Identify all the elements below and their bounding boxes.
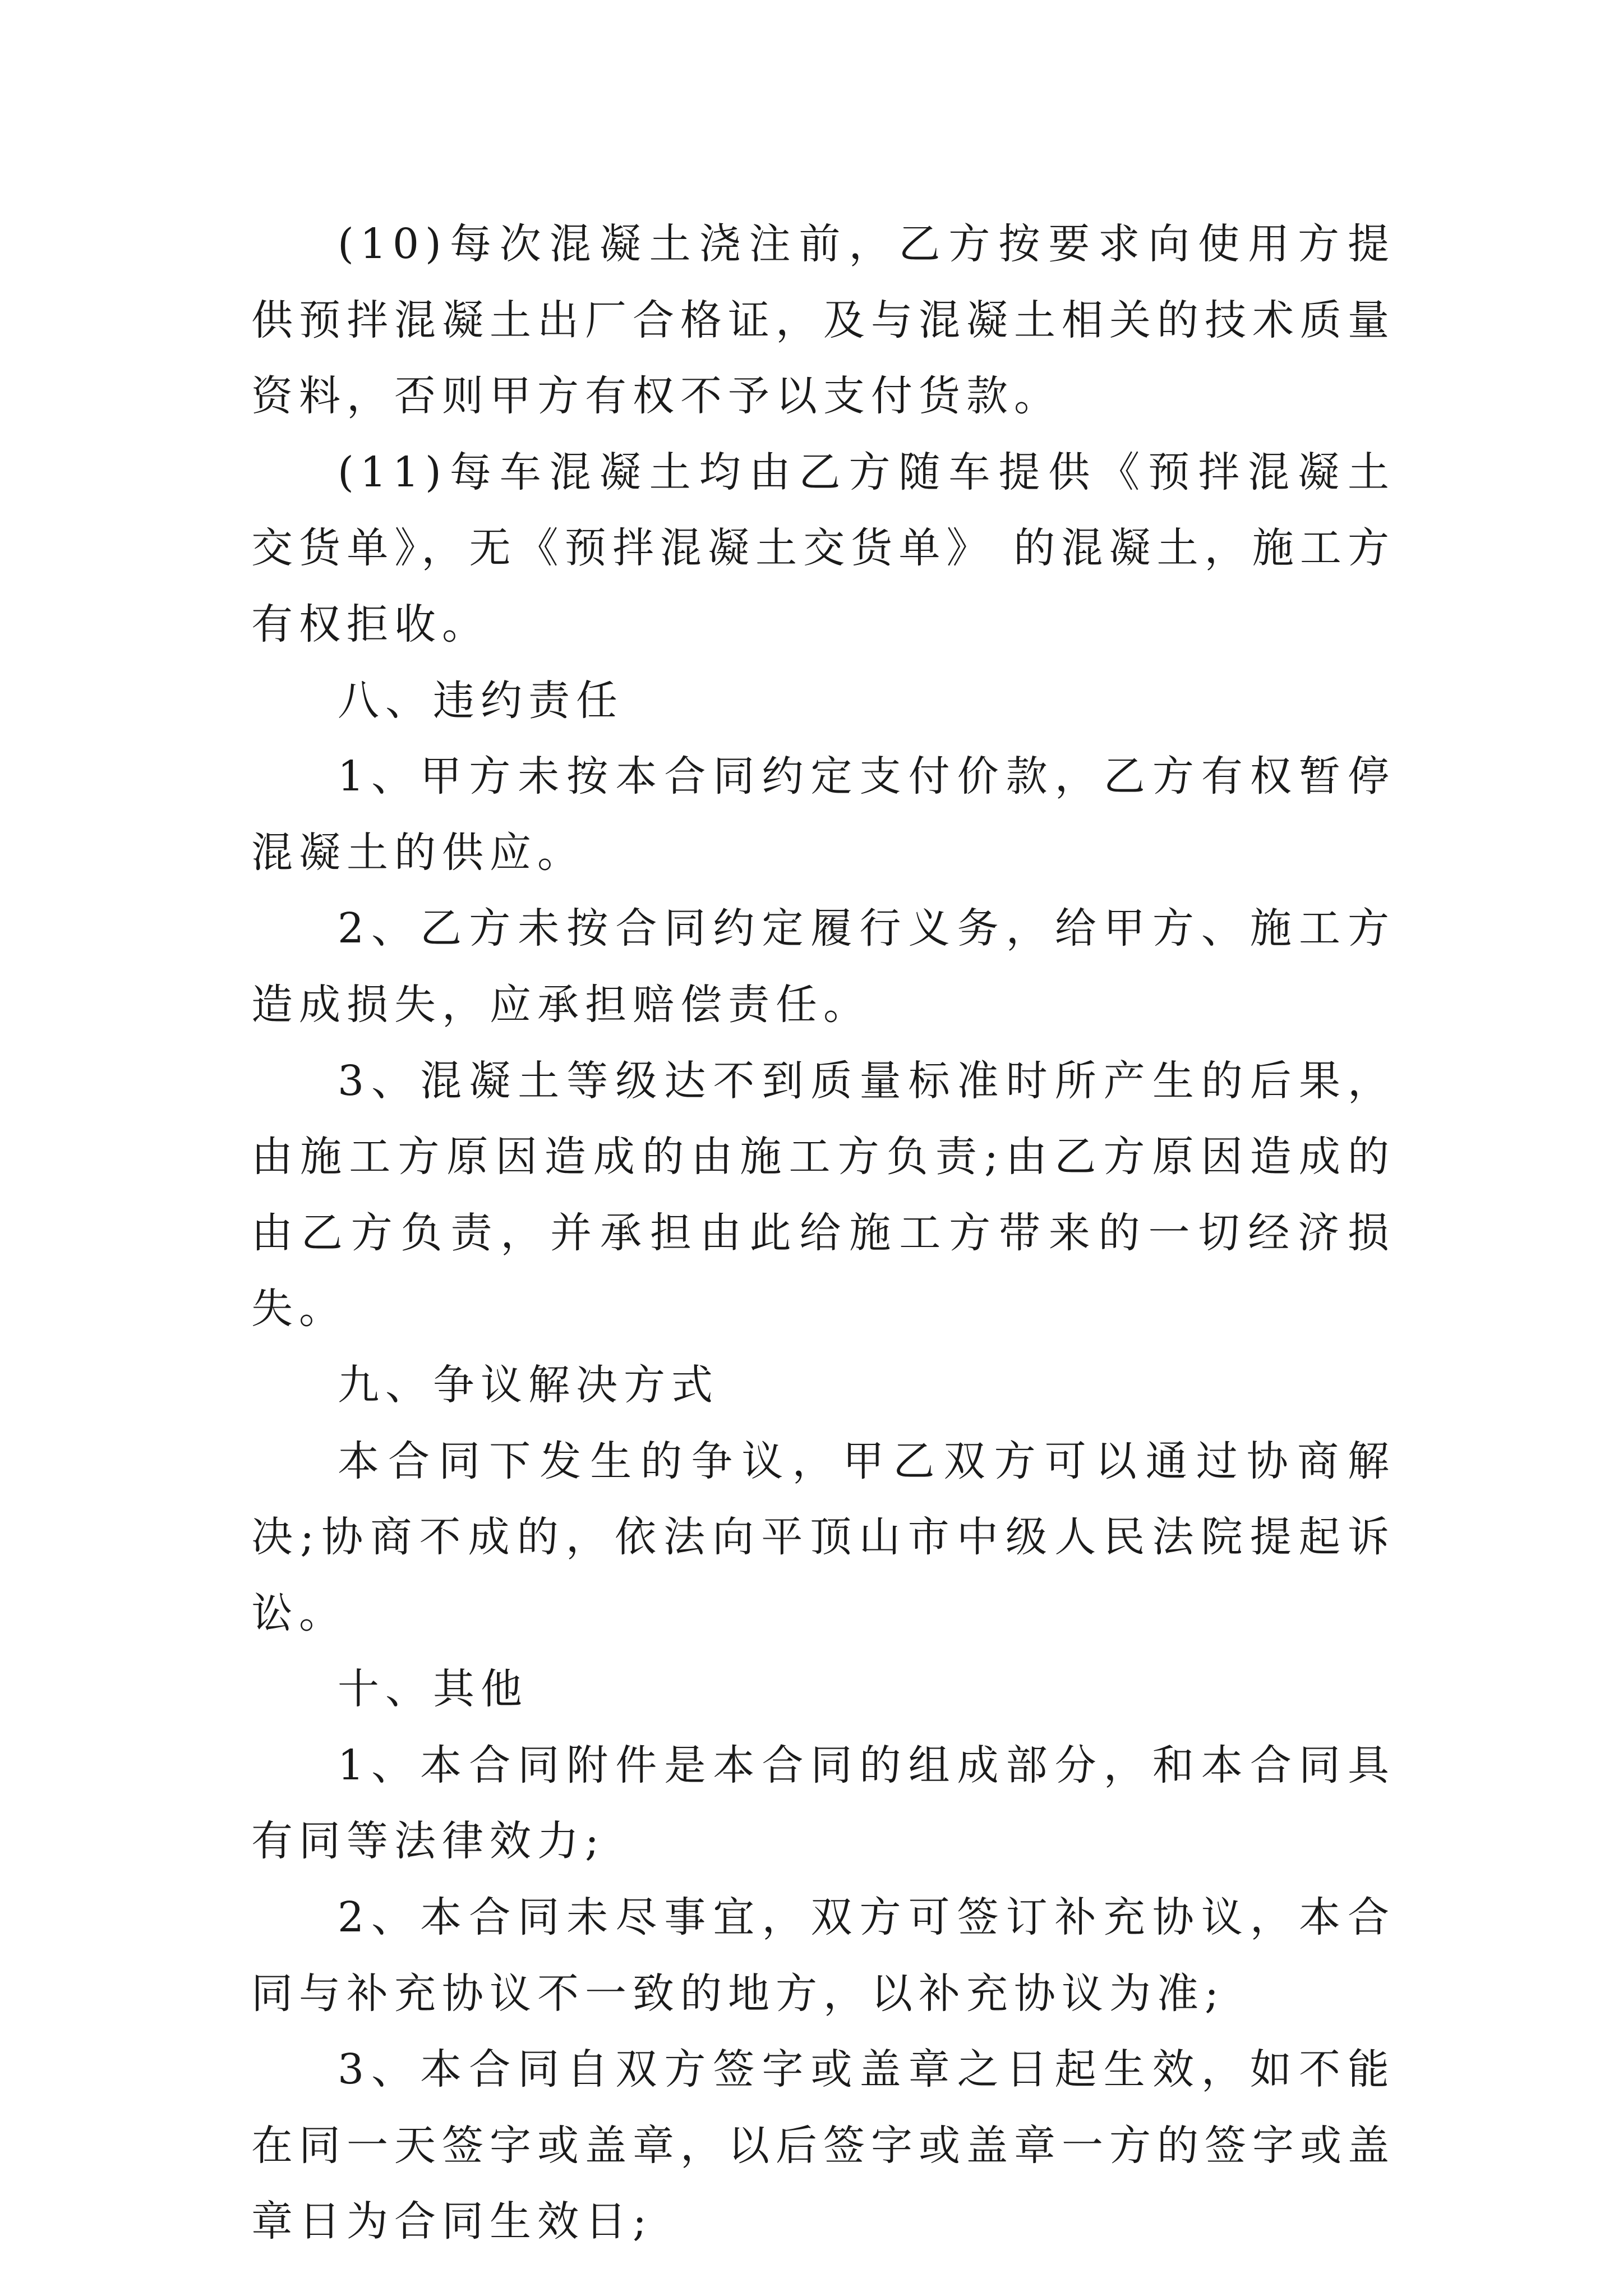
paragraph-dispute: 本合同下发生的争议，甲乙双方可以通过协商解决;协商不成的，依法向平顶山市中级人民法院提起诉讼。 <box>251 1437 1395 1637</box>
section-heading-other: 十、其他 <box>338 1665 528 1714</box>
section-heading-breach-liability: 八、违约责任 <box>338 676 624 725</box>
paragraph-item-10: (10)每次混凝土浇注前，乙方按要求向使用方提供预拌混凝土出厂合格证，及与混凝土相关的技术质量资料，否则甲方有权不予以支付货款。 <box>251 220 1395 421</box>
paragraph-breach-3: 3、混凝土等级达不到质量标准时所产生的后果，由施工方原因造成的由施工方负责;由乙方原因造成的由乙方负责，并承担由此给施工方带来的一切经济损失。 <box>251 1056 1395 1333</box>
paragraph-other-1: 1、本合同附件是本合同的组成部分，和本合同具有同等法律效力; <box>251 1741 1395 1866</box>
paragraph-item-11: (11)每车混凝土均由乙方随车提供《预拌混凝土交货单》，无《预拌混凝土交货单》 的混凝土，施工方有权拒收。 <box>251 448 1395 648</box>
paragraph-other-3: 3、本合同自双方签字或盖章之日起生效，如不能在同一天签字或盖章，以后签字或盖章一方的签字或盖章日为合同生效日; <box>251 2045 1395 2246</box>
paragraph-breach-2: 2、乙方未按合同约定履行义务，给甲方、施工方造成损失，应承担赔偿责任。 <box>251 904 1395 1029</box>
paragraph-breach-1: 1、甲方未按本合同约定支付价款，乙方有权暂停混凝土的供应。 <box>251 752 1395 877</box>
document-body <box>251 206 1395 2260</box>
paragraph-other-2: 2、本合同未尽事宜，双方可签订补充协议，本合同与补充协议不一致的地方，以补充协议为准; <box>251 1893 1395 2018</box>
section-heading-dispute-resolution: 九、争议解决方式 <box>338 1360 719 1409</box>
